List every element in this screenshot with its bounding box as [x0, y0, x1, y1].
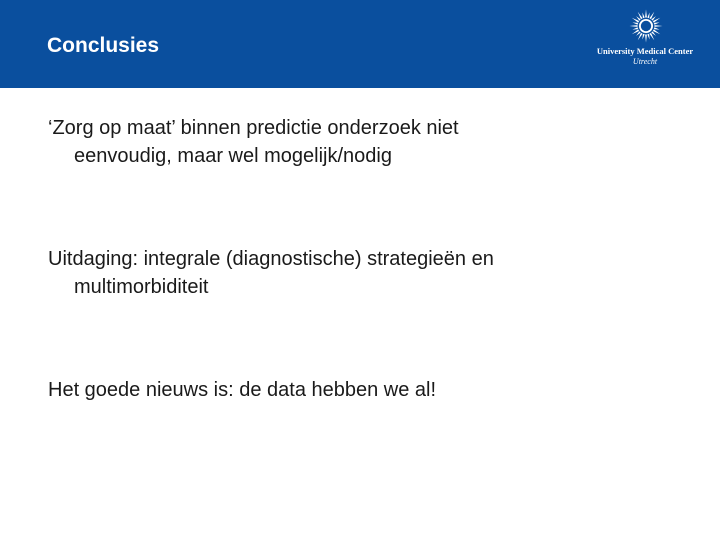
bullet-2-line-2: multimorbiditeit: [74, 276, 209, 298]
bullet-2-line-1: Uitdaging: integrale (diagnostische) strategieën en: [48, 248, 494, 270]
slide-title: Conclusies: [47, 34, 160, 57]
bullet-point-1: [48, 114, 648, 170]
bullet-3-line-1: Het goede nieuws is: de data hebben we al!: [48, 379, 437, 401]
header-bar: [0, 0, 720, 88]
logo-text-line1: University Medical Center: [596, 46, 694, 56]
logo-text-line2: Utrecht: [632, 57, 658, 66]
bullet-point-2: [48, 245, 648, 301]
umc-utrecht-logo: [594, 9, 696, 69]
umc-sun-logo-icon: [629, 9, 663, 43]
bullet-1-line-2: eenvoudig, maar wel mogelijk/nodig: [74, 145, 392, 167]
bullet-point-3: [48, 376, 648, 404]
bullet-1-line-1: ‘Zorg op maat’ binnen predictie onderzoek niet: [48, 117, 459, 139]
